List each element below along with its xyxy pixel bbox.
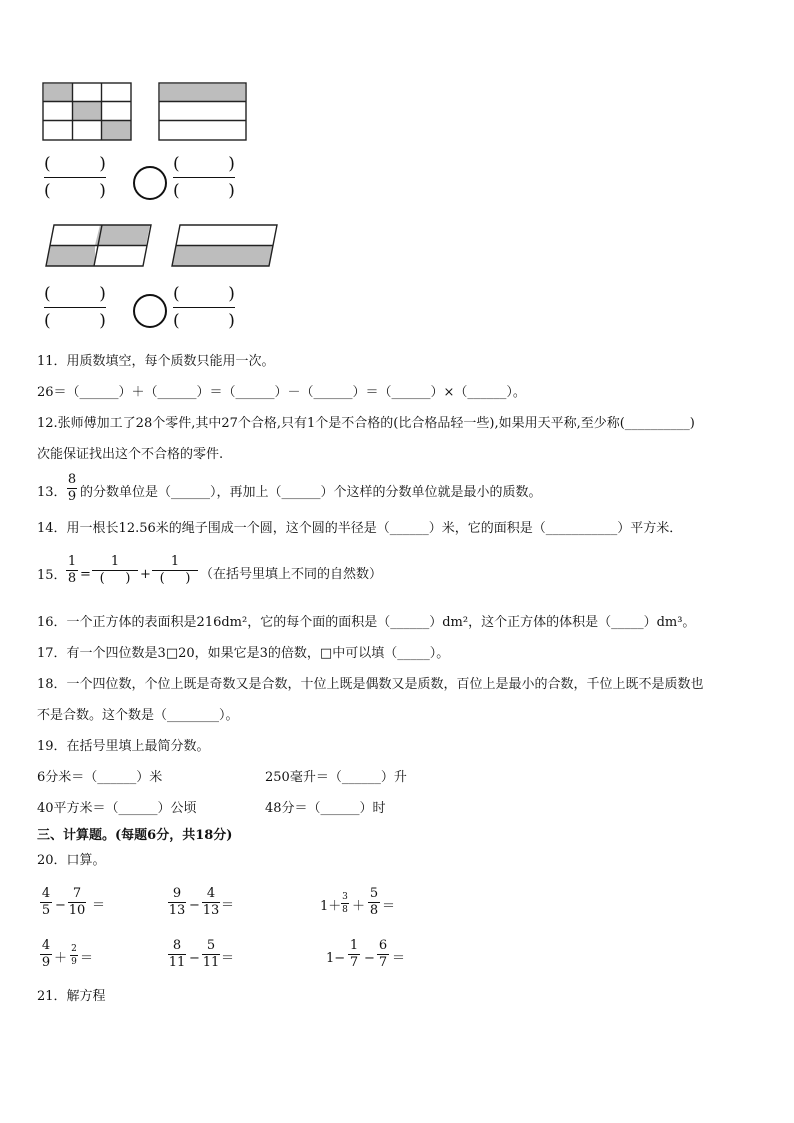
compare-circle-1[interactable] [133, 166, 167, 200]
q20-r2c2-fraction-a [168, 939, 186, 970]
fraction-numerator: 8 [172, 938, 182, 953]
fraction-numerator: 3 [342, 892, 348, 902]
q20-r1c3-fraction-b [368, 887, 380, 918]
q20-r2c2-equals: ＝ [221, 951, 235, 966]
fraction-numerator: 1 [170, 554, 180, 569]
fraction-denominator: 11 [168, 955, 186, 970]
question-11-equation: 26＝（______）＋（______）＝（______）－（______）＝（______）×（______）。 [37, 385, 526, 400]
fraction-numerator: 9 [172, 886, 182, 901]
q20-r1c1-equals: ＝ [92, 898, 106, 913]
fraction-denominator-blank[interactable]: ( ) [159, 571, 191, 586]
blank-fraction-1b[interactable] [173, 154, 235, 201]
q20-r2c1-operator: ＋ [54, 951, 68, 966]
fraction-denominator: 13 [168, 903, 186, 918]
fraction-numerator: 5 [369, 886, 379, 901]
question-15-blank-fraction-1[interactable] [92, 555, 138, 586]
fraction-numerator: 5 [206, 938, 216, 953]
q20-r1c1-operator: − [55, 898, 66, 913]
q20-r2c1-equals: ＝ [80, 951, 94, 966]
question-19-item-4: 48分＝（______）时 [265, 801, 386, 816]
fraction-numerator: 1 [349, 938, 359, 953]
fraction-numerator: 6 [378, 938, 388, 953]
section-3-title: 三、计算题。(每题6分，共18分) [37, 828, 233, 843]
question-15-blank-fraction-2[interactable] [152, 555, 198, 586]
blank-fraction-numerator[interactable]: ( ) [44, 154, 106, 174]
question-13-prefix: 13． [37, 485, 67, 500]
q20-r1c3-equals: ＝ [382, 899, 396, 914]
q20-r1c3-lead: 1＋ [320, 899, 342, 914]
blank-fraction-denominator[interactable]: ( ) [44, 181, 106, 201]
fraction-numerator: 4 [41, 886, 51, 901]
question-15-equals: = [80, 567, 91, 582]
fraction-denominator: 9 [41, 955, 51, 970]
question-20-text: 20．口算。 [37, 853, 106, 868]
question-16-text: 16．一个正方体的表面积是216dm²，它的每个面的面积是（______）dm²，这个正方体的体积是（_____）dm³。 [37, 615, 696, 630]
question-15-note: （在括号里填上不同的自然数） [200, 567, 383, 582]
q20-r2c2-fraction-b [202, 939, 220, 970]
fraction-denominator: 5 [41, 903, 51, 918]
blank-fraction-denominator[interactable]: ( ) [173, 181, 235, 201]
question-19-item-3: 40平方米＝（______）公顷 [37, 801, 197, 816]
question-12-line2: 次能保证找出这个不合格的零件. [37, 447, 224, 462]
q20-r2c3-fraction-b [377, 939, 389, 970]
q20-r1c1-fraction-a [40, 887, 52, 918]
q20-r2c2-operator: − [189, 951, 200, 966]
blank-fraction-denominator[interactable]: ( ) [173, 311, 235, 331]
blank-fraction-numerator[interactable]: ( ) [173, 284, 235, 304]
question-19-item-2: 250毫升＝（______）升 [265, 770, 407, 785]
fraction-denominator: 9 [67, 489, 77, 504]
question-13-fraction [67, 473, 77, 504]
q20-r2c1-fraction-b [70, 944, 78, 967]
q20-r2c3-fraction-a [348, 939, 360, 970]
fraction-denominator: 9 [71, 957, 77, 967]
q20-r1c3-operator: ＋ [352, 899, 366, 914]
fraction-numerator: 4 [206, 886, 216, 901]
fraction-denominator: 8 [369, 903, 379, 918]
q20-r2c1-fraction-a [40, 939, 52, 970]
fraction-numerator: 4 [41, 938, 51, 953]
blank-fraction-1a[interactable] [44, 154, 106, 201]
question-11-text: 11．用质数填空，每个质数只能用一次。 [37, 354, 275, 369]
fraction-denominator-blank[interactable]: ( ) [99, 571, 131, 586]
fraction-numerator: 1 [110, 554, 120, 569]
compare-circle-2[interactable] [133, 294, 167, 328]
fraction-numerator: 1 [67, 554, 77, 569]
blank-fraction-numerator[interactable]: ( ) [173, 154, 235, 174]
blank-fraction-2b[interactable] [173, 284, 235, 331]
q20-r1c1-fraction-b [68, 887, 86, 918]
blank-fraction-denominator[interactable]: ( ) [44, 311, 106, 331]
question-15-plus: + [140, 567, 151, 582]
fraction-numerator: 7 [72, 886, 82, 901]
q20-r2c3-equals: ＝ [392, 951, 406, 966]
question-12-line1: 12.张师傅加工了28个零件,其中27个合格,只有1个是不合格的(比合格品轻一些),如果用天平称,至少称(__________) [37, 416, 695, 431]
fraction-figure-parallelogram-halves [170, 224, 280, 268]
question-13-text: 的分数单位是（______），再加上（______）个这样的分数单位就是最小的质数。 [80, 485, 542, 500]
question-21-text: 21．解方程 [37, 989, 106, 1004]
fraction-figure-grid [42, 82, 134, 142]
blank-fraction-2a[interactable] [44, 284, 106, 331]
question-15-prefix: 15． [37, 568, 67, 583]
q20-r1c2-equals: ＝ [221, 898, 235, 913]
question-19-item-1: 6分米＝（______）米 [37, 770, 163, 785]
q20-r1c3-fraction-a [341, 892, 349, 915]
question-18-line2: 不是合数。这个数是（________）。 [37, 708, 239, 723]
q20-r2c3-operator: − [364, 951, 375, 966]
q20-r1c2-fraction-b [202, 887, 220, 918]
fraction-denominator: 11 [202, 955, 220, 970]
fraction-denominator: 7 [378, 955, 388, 970]
fraction-denominator: 8 [342, 905, 348, 915]
question-15-lhs-fraction [66, 555, 78, 586]
q20-r2c3-lead: 1− [326, 951, 346, 966]
fraction-figure-strips [158, 82, 248, 142]
fraction-numerator: 2 [71, 944, 77, 954]
blank-fraction-numerator[interactable]: ( ) [44, 284, 106, 304]
question-18-line1: 18．一个四位数，个位上既是奇数又是合数，十位上既是偶数又是质数，百位上是最小的合数，千位上既不是质数也 [37, 677, 704, 692]
fraction-denominator: 13 [202, 903, 220, 918]
q20-r1c2-operator: − [189, 898, 200, 913]
fraction-denominator: 10 [68, 903, 86, 918]
fraction-figure-parallelogram-quarters [44, 224, 154, 268]
fraction-denominator: 7 [349, 955, 359, 970]
fraction-denominator: 8 [67, 571, 77, 586]
question-14-text: 14．用一根长12.56米的绳子围成一个圆，这个圆的半径是（______）米，它的面积是（___________）平方米． [37, 521, 683, 536]
q20-r1c2-fraction-a [168, 887, 186, 918]
question-19-text: 19．在括号里填上最简分数。 [37, 739, 210, 754]
question-17-text: 17．有一个四位数是3□20，如果它是3的倍数，□中可以填（_____）。 [37, 646, 450, 661]
fraction-numerator: 8 [67, 472, 77, 487]
